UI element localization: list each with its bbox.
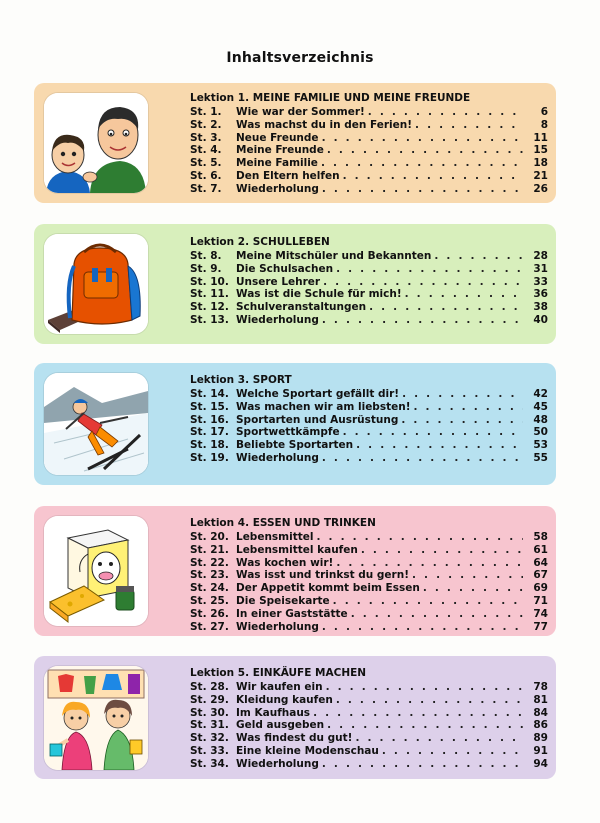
toc-entry [190, 582, 548, 595]
toc-entry [190, 681, 548, 694]
entry-title: Welche Sportart gefällt dir! [236, 388, 400, 400]
toc-entry [190, 452, 548, 465]
dot-leader [351, 608, 523, 621]
toc-entry [190, 426, 548, 439]
entry-number: St. 32. [190, 732, 229, 745]
entry-number: St. 3. [190, 131, 222, 144]
entry-number: St. 24. [190, 582, 229, 595]
entry-title: Was findest du gut! [236, 732, 353, 745]
dot-leader [327, 144, 523, 157]
entry-title: Den Eltern helfen [236, 169, 340, 182]
entry-page-number: 81 [533, 693, 548, 706]
toc-entry [190, 621, 548, 634]
entry-title: Was isst und trinkst du gern! [236, 569, 409, 582]
entry-title: Beliebte Sportarten [236, 439, 354, 452]
toc-entry [190, 157, 548, 170]
toc-entry [190, 314, 548, 327]
toc-entry [190, 119, 548, 132]
entry-number: St. 11. [190, 288, 229, 301]
entry-title: Meine Familie [236, 157, 318, 170]
entry-number: St. 31. [190, 719, 229, 732]
entry-title: Lebensmittel [236, 531, 314, 543]
entry-number: St. 2. [190, 118, 222, 131]
entry-title: Was machen wir am liebsten! [236, 400, 411, 413]
entry-number: St. 4. [190, 144, 222, 157]
entry-title: Wiederholung [236, 620, 319, 633]
dot-leader [368, 106, 523, 119]
entry-page-number: 91 [533, 744, 548, 757]
toc-entry [190, 414, 548, 427]
entry-title: Wiederholung [236, 451, 319, 464]
entry-title: Neue Freunde [236, 131, 319, 144]
entry-title: Wiederholung [236, 182, 319, 195]
lesson-entries [190, 531, 548, 633]
dot-leader [343, 426, 523, 439]
dot-leader [355, 732, 523, 745]
entry-title: Was machst du in den Ferien! [236, 118, 413, 131]
toc-entry [190, 401, 548, 414]
father-and-son-illustration [44, 93, 148, 193]
toc-entry [190, 694, 548, 707]
entry-number: St. 34. [190, 757, 229, 770]
entry-title: Wir kaufen ein [236, 681, 323, 693]
toc-entry [190, 719, 548, 732]
entry-page-number: 45 [533, 400, 548, 413]
entry-number: St. 6. [190, 169, 222, 182]
skier-illustration [44, 373, 148, 475]
entry-number: St. 28. [190, 681, 229, 693]
dot-leader [382, 745, 523, 758]
toc-entry [190, 531, 548, 544]
lesson-3-section [34, 363, 556, 485]
entry-title: Sportwettkämpfe [236, 426, 340, 439]
entry-page-number: 71 [533, 594, 548, 607]
entry-title: Unsere Lehrer [236, 275, 321, 288]
dot-leader [434, 250, 523, 263]
entry-number: St. 23. [190, 569, 229, 582]
lesson-4-section [34, 506, 556, 636]
lesson-title: Lektion 1. MEINE FAMILIE UND MEINE FREUNDE [190, 92, 471, 104]
entry-title: Wiederholung [236, 757, 319, 770]
entry-number: St. 16. [190, 413, 229, 426]
entry-page-number: 78 [533, 681, 548, 693]
entry-page-number: 6 [540, 106, 548, 118]
entry-number: St. 5. [190, 157, 222, 170]
milk-carton-and-cheese-illustration [44, 516, 148, 626]
entry-number: St. 14. [190, 388, 229, 400]
entry-title: Kleidung kaufen [236, 693, 333, 706]
entry-number: St. 12. [190, 301, 229, 314]
entry-page-number: 11 [533, 131, 548, 144]
lesson-title: Lektion 3. SPORT [190, 374, 292, 386]
toc-entry [190, 557, 548, 570]
entry-page-number: 64 [533, 556, 548, 569]
toc-entry [190, 144, 548, 157]
dot-leader [323, 276, 523, 289]
toc-entry [190, 263, 548, 276]
dot-leader [327, 719, 523, 732]
dot-leader [326, 681, 523, 694]
entry-page-number: 84 [533, 706, 548, 719]
entry-number: St. 21. [190, 543, 229, 556]
toc-entry [190, 732, 548, 745]
entry-page-number: 58 [533, 531, 548, 543]
dot-leader [343, 170, 523, 183]
dot-leader [333, 595, 523, 608]
dot-leader [356, 439, 523, 452]
toc-entry [190, 170, 548, 183]
entry-title: Im Kaufhaus [236, 706, 311, 719]
entry-number: St. 27. [190, 620, 229, 633]
entry-title: Wiederholung [236, 313, 319, 326]
entry-title: Was ist die Schule für mich! [236, 288, 402, 301]
lesson-title: Lektion 4. ESSEN UND TRINKEN [190, 517, 376, 529]
lesson-entries [190, 250, 548, 327]
toc-entry [190, 288, 548, 301]
entry-page-number: 36 [533, 288, 548, 301]
dot-leader [322, 183, 523, 196]
dot-leader [361, 544, 523, 557]
toc-entry [190, 132, 548, 145]
page-title: Inhaltsverzeichnis [226, 50, 374, 66]
entry-page-number: 8 [540, 118, 548, 131]
entry-title: Geld ausgeben [236, 719, 325, 732]
shopping-girls-illustration [44, 666, 148, 770]
entry-page-number: 50 [533, 426, 548, 439]
lesson-entries [190, 681, 548, 771]
entry-page-number: 28 [533, 250, 548, 262]
entry-number: St. 26. [190, 607, 229, 620]
lesson-entries [190, 106, 548, 196]
entry-title: Die Schulsachen [236, 262, 334, 275]
dot-leader [316, 531, 523, 544]
dot-leader [313, 707, 523, 720]
entry-number: St. 1. [190, 106, 222, 118]
entry-page-number: 26 [533, 182, 548, 195]
entry-page-number: 74 [533, 607, 548, 620]
entry-title: Die Speisekarte [236, 594, 330, 607]
dot-leader [322, 758, 523, 771]
toc-entry [190, 707, 548, 720]
entry-number: St. 18. [190, 439, 229, 452]
entry-number: St. 17. [190, 426, 229, 439]
toc-entry [190, 276, 548, 289]
entry-page-number: 42 [533, 388, 548, 400]
dot-leader [322, 621, 523, 634]
lesson-5-section [34, 656, 556, 779]
entry-number: St. 15. [190, 400, 229, 413]
toc-entry [190, 758, 548, 771]
entry-page-number: 69 [533, 582, 548, 595]
school-backpack-illustration [44, 234, 148, 334]
dot-leader [336, 694, 523, 707]
entry-title: Lebensmittel kaufen [236, 543, 358, 556]
dot-leader [322, 314, 523, 327]
entry-number: St. 8. [190, 250, 222, 262]
dot-leader [322, 132, 523, 145]
entry-number: St. 33. [190, 744, 229, 757]
toc-entry [190, 250, 548, 263]
entry-page-number: 94 [533, 757, 548, 770]
entry-number: St. 19. [190, 451, 229, 464]
entry-title: Was kochen wir! [236, 556, 334, 569]
entry-page-number: 53 [533, 439, 548, 452]
dot-leader [336, 263, 523, 276]
entry-title: Meine Freunde [236, 144, 324, 157]
entry-title: Sportarten und Ausrüstung [236, 413, 399, 426]
entry-page-number: 86 [533, 719, 548, 732]
entry-title: Eine kleine Modenschau [236, 744, 379, 757]
entry-page-number: 21 [533, 169, 548, 182]
dot-leader [415, 119, 523, 132]
entry-page-number: 61 [533, 543, 548, 556]
entry-page-number: 38 [533, 301, 548, 314]
toc-entry [190, 439, 548, 452]
dot-leader [369, 301, 523, 314]
dot-leader [401, 414, 523, 427]
entry-page-number: 77 [533, 620, 548, 633]
entry-page-number: 15 [533, 144, 548, 157]
lesson-title: Lektion 2. SCHULLEBEN [190, 236, 330, 248]
entry-title: Schulveranstaltungen [236, 301, 367, 314]
entry-page-number: 40 [533, 313, 548, 326]
toc-entry [190, 608, 548, 621]
dot-leader [322, 452, 523, 465]
entry-title: Der Appetit kommt beim Essen [236, 582, 420, 595]
entry-number: St. 30. [190, 706, 229, 719]
entry-number: St. 25. [190, 594, 229, 607]
toc-entry [190, 388, 548, 401]
entry-number: St. 29. [190, 693, 229, 706]
dot-leader [402, 388, 523, 401]
entry-number: St. 20. [190, 531, 229, 543]
dot-leader [413, 401, 523, 414]
dot-leader [423, 582, 523, 595]
entry-number: St. 9. [190, 262, 222, 275]
toc-entry [190, 595, 548, 608]
toc-entry [190, 544, 548, 557]
toc-entry [190, 301, 548, 314]
entry-page-number: 48 [533, 413, 548, 426]
entry-page-number: 55 [533, 451, 548, 464]
dot-leader [405, 288, 523, 301]
lesson-1-section [34, 83, 556, 203]
entry-page-number: 31 [533, 262, 548, 275]
entry-page-number: 18 [533, 157, 548, 170]
lesson-title: Lektion 5. EINKÄUFE MACHEN [190, 667, 367, 679]
dot-leader [336, 557, 523, 570]
toc-entry [190, 183, 548, 196]
toc-entry [190, 106, 548, 119]
toc-entry [190, 745, 548, 758]
toc-entry [190, 569, 548, 582]
entry-title: In einer Gaststätte [236, 607, 348, 620]
entry-page-number: 67 [533, 569, 548, 582]
entry-number: St. 7. [190, 182, 222, 195]
entry-number: St. 22. [190, 556, 229, 569]
entry-title: Meine Mitschüler und Bekannten [236, 250, 432, 262]
entry-page-number: 89 [533, 732, 548, 745]
entry-number: St. 10. [190, 275, 229, 288]
dot-leader [412, 569, 523, 582]
dot-leader [321, 157, 523, 170]
entry-page-number: 33 [533, 275, 548, 288]
entry-number: St. 13. [190, 313, 229, 326]
lesson-entries [190, 388, 548, 465]
entry-title: Wie war der Sommer! [236, 106, 365, 118]
lesson-2-section [34, 224, 556, 344]
